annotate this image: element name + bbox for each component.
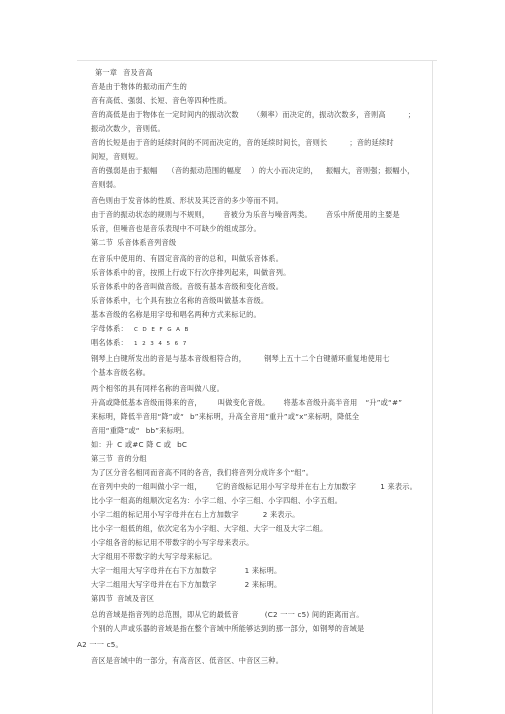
text-line <box>91 338 188 349</box>
text-line <box>91 510 300 519</box>
text-line <box>77 640 123 649</box>
text-segment: 音的分组 <box>117 454 147 463</box>
text-line <box>91 324 190 335</box>
text-line <box>91 224 261 233</box>
top-divider <box>77 60 437 61</box>
text-line <box>95 68 153 77</box>
text-line <box>91 566 281 575</box>
text-segment: “升”或“#” <box>365 398 403 407</box>
text-line <box>91 110 415 119</box>
text-segment: 音域及音区 <box>117 594 155 603</box>
text-line <box>91 152 143 161</box>
text-segment: 乐音体系音列音级 <box>117 238 177 247</box>
text-segment: （频率）而决定的，振动次数多，音则高 <box>252 110 386 119</box>
text-segment: 音被分为乐音与噪音两类。 <box>223 210 312 219</box>
text-segment: 钢琴上白键所发出的音是与基本音级相符合的， <box>91 354 247 363</box>
text-line <box>91 124 165 133</box>
text-segment: 个基本音级名称。 <box>91 368 151 377</box>
text-segment: 小字组各音的标记用不带数字的小写字母来表示。 <box>91 538 254 547</box>
text-segment: 音及音高 <box>123 68 153 77</box>
text-segment: （音的振动范围的幅度 <box>167 166 242 175</box>
text-segment: 乐音体系中的音，按照上行或下行次序排列起来，叫做音列。 <box>91 268 291 277</box>
text-segment: C D E F G A B <box>133 327 190 333</box>
text-line <box>91 580 281 589</box>
text-line <box>91 268 290 277</box>
text-line <box>91 82 187 91</box>
text-line <box>91 296 268 305</box>
text-segment: 总的音域是指音列的总范围，即从它的最低音 <box>91 610 239 619</box>
text-segment: ；音的延续时 <box>349 138 394 147</box>
text-segment: 音有高低、强弱、长短、音色等四种性质。 <box>91 96 232 105</box>
text-segment: 乐音体系中的各音叫做音级。音级有基本音级和变化音级。 <box>91 282 284 291</box>
text-line <box>91 552 217 561</box>
text-line <box>91 180 121 189</box>
text-segment: 第二节 <box>91 238 114 247</box>
text-segment: 音的强弱是由于振幅 <box>91 166 158 175</box>
text-line <box>91 524 327 533</box>
text-segment: 来标明，降低半音用“降”或“ <box>91 412 185 421</box>
text-segment: 乐音体系中，七个具有独立名称的音级叫做基本音级。 <box>91 296 269 305</box>
text-line <box>91 482 417 491</box>
text-segment: 在音列中央的一组叫做小字一组， <box>91 482 202 491</box>
text-segment: ； <box>407 110 416 119</box>
text-segment: 振幅大，音则强；振幅小， <box>325 166 415 175</box>
text-segment: 1 来标明。 <box>244 566 282 575</box>
text-segment: bb”来标明。 <box>145 426 189 435</box>
text-line <box>91 354 390 363</box>
text-segment: 音用“重降”或“ <box>91 426 140 435</box>
text-line <box>91 624 364 633</box>
text-line <box>91 310 261 319</box>
text-line <box>91 138 394 147</box>
text-segment: A2 一一 c5。 <box>77 640 123 649</box>
text-segment: 2 来表示。 <box>262 510 300 519</box>
text-segment: bC <box>177 440 188 449</box>
text-segment: 由于音的振动状态的规则与不规则， <box>91 210 210 219</box>
text-segment: 音则弱。 <box>91 180 121 189</box>
text-segment: 字母体系： <box>91 324 128 333</box>
text-segment: 如：升 <box>91 440 114 449</box>
text-segment: 音的高低是由于物体在一定时间内的振动次数 <box>91 110 239 119</box>
text-segment: 音是由于物体的振动而产生的 <box>91 82 188 91</box>
text-segment: C 或#C 降 C 或 <box>117 440 172 449</box>
text-line <box>91 454 147 463</box>
text-segment: 振动次数少，音则低。 <box>91 124 165 133</box>
text-line <box>91 426 189 435</box>
text-line <box>91 594 154 603</box>
text-segment: 大字组用不带数字的大写字母来标记。 <box>91 552 217 561</box>
text-line <box>91 368 150 377</box>
text-segment: 音色则由于发音体的性质、形状及其泛音的多少等而不同。 <box>91 196 284 205</box>
text-line <box>91 538 254 547</box>
text-line <box>91 398 402 407</box>
text-line <box>91 610 364 619</box>
text-segment: 大字一组用大写字母并在右下方加数字 <box>91 566 217 575</box>
right-margin-line <box>432 60 433 714</box>
text-segment: 将基本音级升高半音用 <box>283 398 358 407</box>
text-segment: 在音乐中使用的、有固定音高的音的总和，叫做乐音体系。 <box>91 254 284 263</box>
text-segment: 间短，音则短。 <box>91 152 143 161</box>
text-line <box>91 656 283 665</box>
text-segment: b”来标明，升高全音用“重升”或“x”来标明，降低全 <box>190 412 360 421</box>
text-segment: 2 来标明。 <box>244 580 282 589</box>
text-line <box>91 210 400 219</box>
text-segment: 它的音级标记用小写字母并在右上方加数字 <box>215 482 357 491</box>
text-segment: (C2 一一 c5) 间的距离而言。 <box>264 610 364 619</box>
text-line <box>91 254 283 263</box>
text-segment: 升高或降低基本音级而得来的音， <box>91 398 202 407</box>
text-segment: 音的长短是由于音的延续时间的不同而决定的，音的延续时间长，音则长 <box>91 138 328 147</box>
text-segment: 乐音，但噪音也是音乐表现中不可缺少的组成部分。 <box>91 224 261 233</box>
text-line <box>91 384 224 393</box>
text-segment: 第四节 <box>91 594 114 603</box>
text-segment: 1 来表示。 <box>380 482 418 491</box>
text-segment: 第三节 <box>91 454 114 463</box>
text-segment: 为了区分音名相同而音高不同的各音，我们将音列分成许多个“组”。 <box>91 468 314 477</box>
text-segment: ）的大小而决定的， <box>251 166 318 175</box>
text-segment: 音区是音域中的一部分，有高音区、低音区、中音区三种。 <box>91 656 284 665</box>
text-line <box>91 468 313 477</box>
text-segment: 音乐中所使用的主要是 <box>325 210 400 219</box>
text-segment: 叫做变化音级。 <box>217 398 270 407</box>
text-line <box>91 496 342 505</box>
text-line <box>91 282 283 291</box>
text-segment: 1 2 3 4 5 6 7 <box>133 341 188 347</box>
text-line <box>91 412 359 421</box>
text-segment: 小字二组的标记用小写字母并在右上方加数字 <box>91 510 239 519</box>
text-segment: 第一章 <box>95 68 118 77</box>
text-segment: 两个相邻的具有同样名称的音叫做八度。 <box>91 384 224 393</box>
text-segment: 比小字一组低的组，依次定名为小字组、大字组、大字一组及大字二组。 <box>91 524 328 533</box>
text-segment: 唱名体系： <box>91 338 128 347</box>
text-line <box>91 166 415 175</box>
text-segment: 个别的人声或乐器的音域是指在整个音域中所能够达到的那一部分，如钢琴的音域是 <box>91 624 365 633</box>
text-segment: 大字二组用大写字母并在右下方加数字 <box>91 580 217 589</box>
text-segment: 比小字一组高的组顺次定名为：小字二组、小字三组、小字四组、小字五组。 <box>91 496 343 505</box>
text-segment: 基本音级的名称是用字母和唱名两种方式来标记的。 <box>91 310 261 319</box>
text-line <box>91 96 231 105</box>
text-line <box>91 440 187 449</box>
text-line <box>91 196 283 205</box>
text-segment: 钢琴上五十二个白键循环重复地使用七 <box>264 354 390 363</box>
text-line <box>91 238 176 247</box>
